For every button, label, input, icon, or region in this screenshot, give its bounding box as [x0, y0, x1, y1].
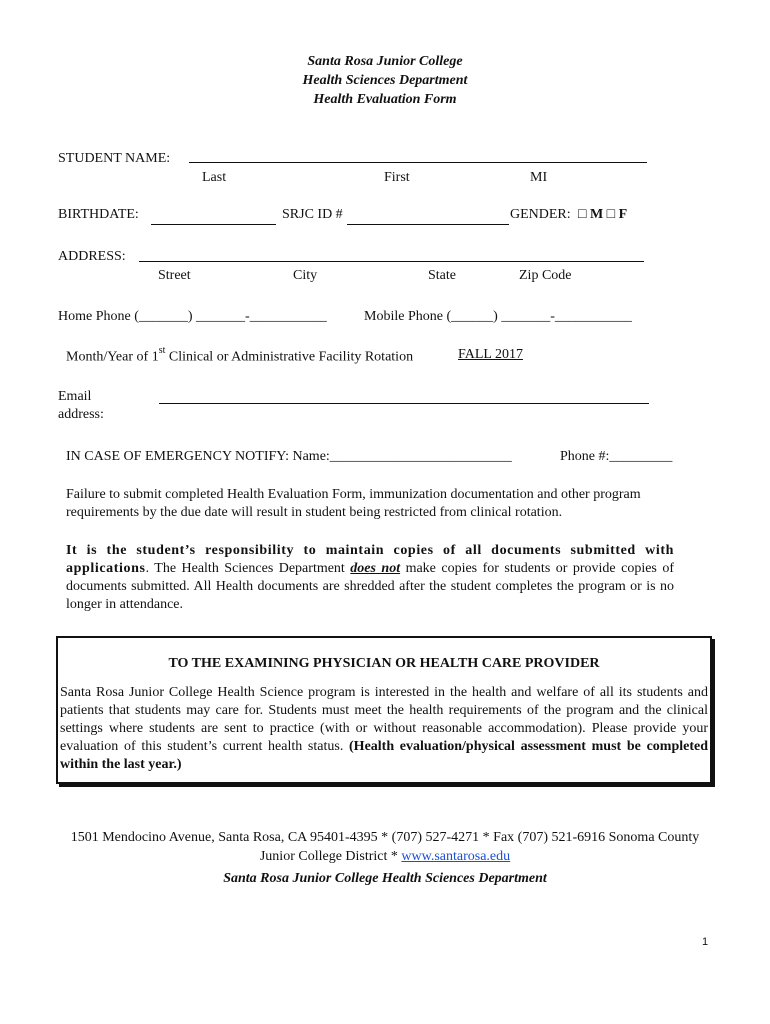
- email-label-line1: Email: [58, 389, 92, 404]
- physician-box-title: TO THE EXAMINING PHYSICIAN OR HEALTH CARE PROVIDER: [168, 656, 600, 671]
- rotation-prefix: Month/Year of 1: [66, 349, 159, 365]
- state-caption: State: [428, 268, 456, 283]
- mobile-phone-field[interactable]: Mobile Phone (______) _______-___________: [364, 309, 632, 324]
- responsibility-text-b: make copies for students or provide copies of documents submitted. All Health documents are shredded after the student completes the program or is no longer in attendance.: [66, 561, 674, 612]
- physician-box-text: Santa Rosa Junior College Health Science program is interested in the health and welfare of all its students and patients that students may care for. Students must meet the health requirements of the program and the clinical settings where students are sent to practice (with or without reasonable accommodation). Please provide your evaluation of this student’s current health status.: [60, 685, 708, 754]
- birthdate-field[interactable]: [151, 224, 276, 225]
- responsibility-notice: [66, 542, 674, 614]
- street-caption: Street: [158, 268, 191, 283]
- responsibility-bold: It is the student’s responsibility to maintain copies of all documents submitted with applications: [66, 543, 674, 576]
- physician-box-bold-text: (Health evaluation/physical assessment must be completed within the last year.): [60, 739, 708, 772]
- first-name-caption: First: [384, 170, 410, 185]
- student-name-field[interactable]: [189, 162, 647, 163]
- address-label: ADDRESS:: [58, 249, 126, 264]
- srjc-id-field[interactable]: [347, 224, 509, 225]
- college-name: Santa Rosa Junior College: [307, 54, 463, 69]
- website-link[interactable]: www.santarosa.edu: [401, 849, 511, 864]
- physician-box-body: [60, 684, 708, 774]
- failure-notice: Failure to submit completed Health Evaluation Form, immunization documentation and other program requirements by the due date will result in student being restricted from clinical rotation.: [66, 487, 641, 520]
- emergency-phone-field[interactable]: Phone #:_________: [560, 449, 673, 464]
- email-label-line2: address:: [58, 407, 104, 422]
- email-field[interactable]: [159, 403, 649, 404]
- rotation-superscript: st: [158, 345, 166, 356]
- form-title: Health Evaluation Form: [313, 92, 457, 107]
- department-name: Health Sciences Department: [302, 73, 468, 88]
- footer-address: [60, 828, 710, 866]
- middle-initial-caption: MI: [530, 170, 548, 185]
- responsibility-emphasis: does not: [350, 561, 401, 576]
- footer-address-text: 1501 Mendocino Avenue, Santa Rosa, CA 95401-4395 * (707) 527-4271 * Fax (707) 521-6916 Sonoma County Junior College District *: [70, 830, 700, 864]
- rotation-suffix: Clinical or Administrative Facility Rotation: [165, 349, 414, 365]
- srjc-id-label: SRJC ID #: [282, 207, 343, 222]
- physician-box: [56, 636, 712, 784]
- student-name-label: STUDENT NAME:: [58, 151, 171, 166]
- page-number: 1: [702, 936, 709, 948]
- home-phone-field[interactable]: Home Phone (_______) _______-___________: [58, 309, 327, 324]
- rotation-value[interactable]: FALL 2017: [458, 347, 523, 362]
- city-caption: City: [293, 268, 318, 283]
- emergency-name-field[interactable]: IN CASE OF EMERGENCY NOTIFY: Name:__________________________: [66, 449, 512, 464]
- address-field[interactable]: [139, 261, 644, 262]
- rotation-row: [66, 347, 413, 366]
- responsibility-text-a: . The Health Sciences Department: [145, 561, 351, 576]
- zip-code-caption: Zip Code: [519, 268, 572, 283]
- footer-department: Santa Rosa Junior College Health Sciences Department: [223, 871, 547, 886]
- gender-checkboxes[interactable]: □ M □ F: [578, 207, 628, 222]
- last-name-caption: Last: [202, 170, 227, 185]
- birthdate-label: BIRTHDATE:: [58, 207, 139, 222]
- gender-label: GENDER:: [510, 207, 571, 222]
